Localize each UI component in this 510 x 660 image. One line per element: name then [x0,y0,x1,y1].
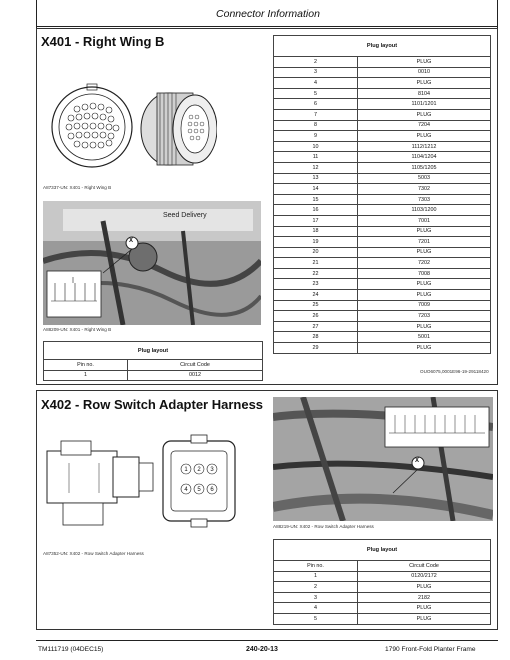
pin-cell: 25 [274,300,358,311]
x401-small-col2: Circuit Code [128,360,263,371]
pin-cell: 24 [274,290,358,301]
table-row [274,131,491,142]
table-row [274,279,491,290]
circuit-cell: 0120/2172 [358,571,491,582]
circuit-cell: 7009 [358,300,491,311]
x402-caption-2: A88219-UN: X402 - Row Switch Adapter Harness [273,524,374,529]
circuit-cell: 1101/1201 [358,99,491,110]
pin-cell: 11 [274,152,358,163]
x401-caption-2: A88209-UN: X401 - Right Wing B [43,327,112,332]
table-row [274,300,491,311]
table-row [274,152,491,163]
pin-cell: 3 [274,67,358,78]
table-row [274,57,491,68]
footer-left: TM111719 (04DEC15) [38,646,104,653]
pin-cell: 20 [274,247,358,258]
pin-cell: 2 [274,57,358,68]
circuit-cell: 7204 [358,120,491,131]
pin-cell: 4 [274,78,358,89]
table-row [274,67,491,78]
table-row [274,194,491,205]
x402-photo-scene [273,397,493,521]
pin-cell: 3 [274,592,358,603]
circuit-cell: PLUG [358,131,491,142]
table-row [274,613,491,624]
pin-cell: 9 [274,131,358,142]
table-row [274,332,491,343]
pin-cell: 21 [274,258,358,269]
pin-label: 4 [184,487,188,493]
pin-label: 2 [197,467,201,473]
pin-label: 1 [184,467,188,473]
table-row [274,88,491,99]
x401-caption-1: A87337-UN: X401 - Right Wing B [43,185,112,190]
pin-cell: 17 [274,215,358,226]
x401-section [36,28,498,385]
table-row [44,370,263,381]
table-row [274,226,491,237]
table-row [274,215,491,226]
circuit-cell: 1104/1204 [358,152,491,163]
x401-plug-table [273,35,491,354]
table-row [274,258,491,269]
footer-center: 240-20-13 [246,646,278,653]
table-row [274,120,491,131]
x401-footnote: OUO6075,0001E96-19-29118420 [420,369,489,374]
footer-right: 1790 Front-Fold Planter Frame [385,646,476,653]
circuit-cell: PLUG [358,78,491,89]
x402-connector-drawing [43,433,243,543]
table-row [274,321,491,332]
table-row [274,237,491,248]
pin-label: 3 [210,467,214,473]
table-row [274,290,491,301]
circuit-cell: PLUG [358,582,491,593]
circuit-cell: PLUG [358,603,491,614]
circuit-cell: PLUG [358,109,491,120]
pin-cell: 19 [274,237,358,248]
x402-section [36,390,498,630]
x401-title: X401 - Right Wing B [41,34,165,49]
circuit-cell: PLUG [358,290,491,301]
circuit-cell: 7302 [358,184,491,195]
x401-connector-drawing [47,69,217,189]
table-row [274,247,491,258]
pin-cell: 18 [274,226,358,237]
pin-cell: 14 [274,184,358,195]
circuit-cell: 2182 [358,592,491,603]
circuit-cell: 1105/1205 [358,162,491,173]
x401-photo-label: Seed Delivery [163,212,207,219]
pin-cell: 28 [274,332,358,343]
circuit-cell: PLUG [358,279,491,290]
circuit-cell: 0012 [128,370,263,381]
x402-caption-1: A87352-UN: X402 - Row Switch Adapter Harness [43,551,144,556]
x402-plug-table [273,539,491,625]
circuit-cell: PLUG [358,226,491,237]
page-header: Connector Information [216,8,320,20]
circuit-cell: 1112/1212 [358,141,491,152]
circuit-cell: 7008 [358,268,491,279]
pin-cell: 5 [274,88,358,99]
pin-cell: 5 [274,613,358,624]
pin-cell: 23 [274,279,358,290]
pin-label: 6 [210,487,214,493]
pin-cell: 2 [274,582,358,593]
pin-cell: 7 [274,109,358,120]
table-row [274,78,491,89]
pin-cell: 1 [44,370,128,381]
frame-left [36,0,37,28]
pin-cell: 22 [274,268,358,279]
x402-title: X402 - Row Switch Adapter Harness [41,397,264,412]
table-row [274,205,491,216]
circuit-cell: 7303 [358,194,491,205]
circuit-cell: 7201 [358,237,491,248]
x402-col1: Pin no. [274,561,358,572]
table-row [274,173,491,184]
x401-photo-scene [43,201,261,325]
x402-col2: Circuit Code [358,561,491,572]
table-row [274,311,491,322]
pin-cell: 13 [274,173,358,184]
pin-cell: 12 [274,162,358,173]
pin-cell: 6 [274,99,358,110]
table-row [274,99,491,110]
pin-cell: 26 [274,311,358,322]
x401-small-table [43,341,263,381]
circuit-cell: 8104 [358,88,491,99]
circuit-cell: 7203 [358,311,491,322]
table-row [274,343,491,354]
table-row [274,184,491,195]
table-row [274,109,491,120]
table-row [274,603,491,614]
x401-callout: X [129,238,134,244]
circuit-cell: PLUG [358,321,491,332]
circuit-cell: 0010 [358,67,491,78]
pin-cell: 16 [274,205,358,216]
table-row [274,592,491,603]
pin-cell: 1 [274,571,358,582]
table-row [274,571,491,582]
circuit-cell: 5003 [358,173,491,184]
circuit-cell: 7001 [358,215,491,226]
x401-small-col1: Pin no. [44,360,128,371]
x402-photo [273,397,493,521]
pin-cell: 10 [274,141,358,152]
pin-label: 5 [197,487,201,493]
circuit-cell: PLUG [358,343,491,354]
footer-rule [36,640,498,641]
x402-callout: X [415,458,420,464]
pin-cell: 15 [274,194,358,205]
circuit-cell: PLUG [358,247,491,258]
circuit-cell: PLUG [358,57,491,68]
x401-big-heading: Plug layout [274,36,491,57]
pin-cell: 4 [274,603,358,614]
table-row [274,268,491,279]
pin-cell: 27 [274,321,358,332]
pin-cell: 29 [274,343,358,354]
pin-cell: 8 [274,120,358,131]
circuit-cell: 5001 [358,332,491,343]
circuit-cell: 7202 [358,258,491,269]
x401-photo [43,201,261,325]
x402-heading: Plug layout [274,540,491,561]
x401-small-heading: Plug layout [44,342,263,360]
table-row [274,141,491,152]
table-row [274,582,491,593]
table-row [274,162,491,173]
circuit-cell: PLUG [358,613,491,624]
circuit-cell: 1103/1200 [358,205,491,216]
